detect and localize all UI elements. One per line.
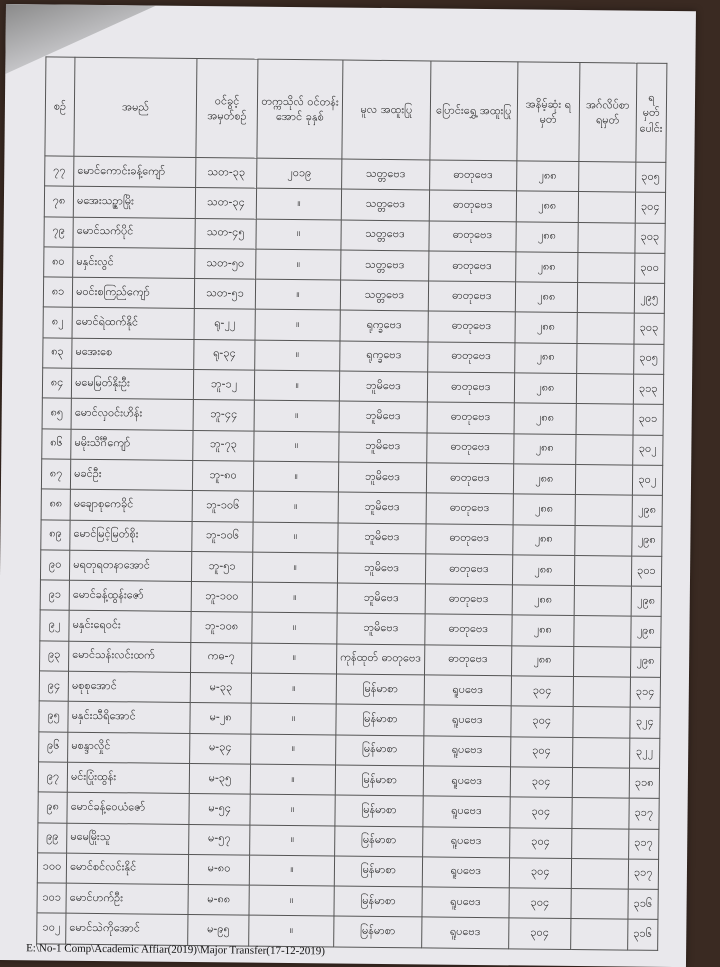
cell-no: ၉၂ bbox=[40, 610, 69, 641]
cell-no: ၁၀၁ bbox=[37, 883, 66, 914]
cell-mark: ။ bbox=[256, 219, 341, 250]
cell-mark: ။ bbox=[252, 613, 337, 644]
cell-to: ဓာတုဗေဒ bbox=[428, 311, 515, 342]
cell-yr: ၂၈၈ bbox=[513, 494, 575, 525]
cell-ser: ၃၁၄ bbox=[630, 677, 660, 708]
cell-name: မင်းပြုံးထွန်း bbox=[67, 762, 189, 794]
cell-from: မြန်မာစာ bbox=[336, 704, 424, 735]
cell-yr: ၂၈၈ bbox=[512, 615, 574, 646]
cell-yr: ၂၈၈ bbox=[511, 646, 573, 677]
cell-roll: မ-၉၅ bbox=[188, 915, 249, 946]
cell-ser: ၃၁၃ bbox=[633, 374, 663, 405]
cell-no: ၈၆ bbox=[42, 429, 71, 460]
cell-to: ရူပဗေဒ bbox=[421, 917, 508, 948]
cell-roll: မ-၃၄ bbox=[190, 733, 251, 764]
cell-ser: ၃၁၆ bbox=[628, 889, 658, 920]
cell-mark: ။ bbox=[254, 370, 339, 401]
cell-no: ၁၀၀ bbox=[37, 853, 66, 884]
cell-yr: ၂၈၈ bbox=[513, 434, 575, 465]
cell-name: မောင်ခန့်ဝေယံဇော် bbox=[67, 792, 189, 824]
cell-roll: သတ-၅၀ bbox=[195, 248, 256, 279]
header-mark: တက္ကသိုလ် ဝင်တန်းအောင် ခုနှစ် bbox=[257, 59, 343, 159]
cell-ser: ၃၀၂ bbox=[632, 435, 662, 466]
cell-from: မြန်မာစာ bbox=[335, 826, 423, 857]
cell-mark: ။ bbox=[251, 673, 336, 704]
cell-ser: ၂၉၈ bbox=[630, 647, 660, 678]
cell-yr: ၂၈၈ bbox=[514, 373, 576, 404]
cell-no: ၁၀၂ bbox=[37, 913, 66, 944]
cell-yr: ၂၈၈ bbox=[513, 464, 575, 495]
cell-roll: မ-၃၅ bbox=[189, 763, 250, 794]
cell-ex bbox=[577, 283, 634, 314]
cell-to: ဓာတုဗေဒ bbox=[426, 463, 513, 494]
cell-yr: ၂၈၈ bbox=[515, 252, 577, 283]
cell-ser: ၂၉၅ bbox=[634, 283, 664, 314]
cell-roll: မ-၈၀ bbox=[188, 854, 249, 885]
cell-yr: ၃၀၄ bbox=[509, 858, 571, 889]
cell-name: မစုစုအောင် bbox=[68, 671, 190, 703]
cell-roll: ရု-၂၂ bbox=[194, 309, 255, 340]
cell-name: မမေမြိုးသူ bbox=[67, 823, 189, 855]
cell-ser: ၃၀၂ bbox=[632, 465, 662, 496]
cell-ex bbox=[572, 737, 629, 768]
cell-ex bbox=[571, 828, 628, 859]
cell-roll: ဘူ-၁၀၈ bbox=[191, 612, 252, 643]
cell-yr: ၂၈၈ bbox=[516, 191, 578, 222]
cell-from: ရုက္ခဗေဒ bbox=[340, 311, 428, 342]
cell-mark: ။ bbox=[251, 734, 336, 765]
cell-ex bbox=[575, 495, 632, 526]
cell-yr: ၂၈၈ bbox=[516, 221, 578, 252]
cell-ex bbox=[577, 252, 634, 283]
cell-ser: ၃၁၈ bbox=[629, 768, 659, 799]
cell-roll: မ-၂၈ bbox=[190, 703, 251, 734]
cell-ser: ၃၀၁ bbox=[631, 556, 661, 587]
cell-ser: ၃၂၂ bbox=[629, 738, 659, 769]
cell-ex bbox=[572, 767, 629, 798]
cell-to: ဓာတုဗေဒ bbox=[425, 523, 512, 554]
cell-mark: ။ bbox=[252, 582, 337, 613]
cell-ex bbox=[576, 343, 633, 374]
cell-name: မချောစုကေခိုင် bbox=[70, 489, 192, 521]
cell-ex bbox=[575, 464, 632, 495]
cell-ser: ၃၀၁ bbox=[633, 404, 663, 435]
cell-name: မောင်ဟက်ဦး bbox=[66, 883, 188, 915]
cell-to: ဓာတုဗေဒ bbox=[428, 251, 515, 282]
cell-roll: ရု-၃၄ bbox=[194, 339, 255, 370]
cell-mark: ။ bbox=[255, 310, 340, 341]
cell-ser: ၃၀၃ bbox=[634, 314, 664, 345]
cell-ex bbox=[574, 525, 631, 556]
cell-yr: ၃၀၄ bbox=[509, 827, 571, 858]
cell-ser: ၂၉၈ bbox=[631, 526, 661, 557]
cell-mark: ။ bbox=[252, 552, 337, 583]
cell-roll: ဘူ-၁၀၀ bbox=[191, 582, 252, 613]
header-row bbox=[45, 57, 667, 162]
cell-yr: ၃၀၄ bbox=[510, 767, 572, 798]
cell-name: မအေးသဉ္ဇာမြိုး bbox=[73, 187, 195, 219]
cell-mark: ။ bbox=[253, 461, 338, 492]
cell-roll: ကဓ-၇ bbox=[191, 642, 252, 673]
cell-name: မောင်သက်ပိုင် bbox=[73, 217, 195, 249]
cell-name: မမေမြတ်နိုးဦး bbox=[71, 368, 193, 400]
header-no: စဉ် bbox=[45, 57, 75, 156]
cell-from: သတ္တဗေဒ bbox=[342, 159, 430, 190]
cell-mark: ။ bbox=[251, 703, 336, 734]
cell-ex bbox=[578, 162, 635, 193]
cell-ex bbox=[577, 313, 634, 344]
cell-yr: ၂၈၈ bbox=[512, 524, 574, 555]
cell-ex bbox=[573, 707, 630, 738]
cell-no: ၉၅ bbox=[39, 701, 68, 732]
cell-mark: ။ bbox=[250, 764, 335, 795]
cell-ex bbox=[576, 404, 633, 435]
cell-no: ၇၇ bbox=[45, 156, 74, 187]
cell-ex bbox=[576, 374, 633, 405]
cell-name: မောင်သဲကိုအောင် bbox=[66, 914, 188, 946]
cell-no: ၈၅ bbox=[42, 398, 71, 429]
cell-ser: ၂၉၈ bbox=[631, 617, 661, 648]
cell-name: မနှင်းရေဝင်း bbox=[69, 611, 191, 643]
header-from: မူလ အထူးပြု bbox=[342, 60, 431, 160]
cell-to: ဓာတုဗေဒ bbox=[426, 493, 513, 524]
cell-ex bbox=[573, 677, 630, 708]
cell-to: ဓာတုဗေဒ bbox=[425, 614, 512, 645]
cell-roll: သတ-၅၁ bbox=[194, 279, 255, 310]
cell-ser: ၃၁၇ bbox=[628, 859, 658, 890]
cell-name: မဝင်းစကြည်ကျော် bbox=[72, 277, 194, 309]
cell-ex bbox=[573, 646, 630, 677]
cell-yr: ၃၀၄ bbox=[511, 676, 573, 707]
cell-yr: ၂၈၈ bbox=[512, 555, 574, 586]
cell-name: မနှင်းလွင် bbox=[73, 247, 195, 279]
transfer-table bbox=[36, 56, 667, 950]
cell-to: ဓာတုဗေဒ bbox=[427, 372, 514, 403]
cell-to: ဓာတုဗေဒ bbox=[426, 433, 513, 464]
cell-ser: ၃၀၄ bbox=[635, 192, 665, 223]
cell-roll: ဘူ-၈၀ bbox=[192, 460, 253, 491]
cell-from: မြန်မာစာ bbox=[335, 765, 423, 796]
header-to: ပြောင်းရွှေ့ အထူးပြု bbox=[430, 61, 518, 161]
cell-ex bbox=[571, 858, 628, 889]
cell-no: ၈၈ bbox=[41, 489, 70, 520]
cell-from: သတ္တဗေဒ bbox=[340, 280, 428, 311]
cell-no: ၈၇ bbox=[41, 459, 70, 490]
cell-no: ၉၆ bbox=[39, 732, 68, 763]
cell-ex bbox=[578, 192, 635, 223]
cell-mark: ။ bbox=[253, 491, 338, 522]
cell-mark: ။ bbox=[255, 279, 340, 310]
cell-from: ကုန်ထုတ် ဓာတုဗေဒ bbox=[337, 644, 425, 675]
cell-no: ၇၉ bbox=[44, 217, 73, 248]
cell-from: သတ္တဗေဒ bbox=[341, 250, 429, 281]
cell-no: ၉၄ bbox=[39, 671, 68, 702]
cell-name: မမိုးသိင်္ဂီကျော် bbox=[71, 429, 193, 461]
cell-ser: ၃၀၃ bbox=[635, 223, 665, 254]
cell-from: မြန်မာစာ bbox=[334, 916, 422, 947]
cell-name: မခင်ဦး bbox=[70, 459, 192, 491]
cell-from: ဘူမိဗေဒ bbox=[338, 523, 426, 554]
cell-ex bbox=[572, 798, 629, 829]
cell-from: ဘူမိဗေဒ bbox=[339, 371, 427, 402]
header-roll: ဝင်ခွင့် အမှတ်စဉ် bbox=[196, 59, 258, 159]
cell-no: ၉၉ bbox=[38, 822, 67, 853]
cell-roll: မ-၅၇ bbox=[189, 824, 250, 855]
header-exam: အဂ်လိပ်စာ ရမှတ် bbox=[579, 63, 637, 163]
cell-roll: သတ-၃၄ bbox=[195, 188, 256, 219]
cell-from: ဘူမိဗေဒ bbox=[337, 613, 425, 644]
cell-to: ဓာတုဗေဒ bbox=[429, 190, 516, 221]
cell-from: မြန်မာစာ bbox=[336, 674, 424, 705]
cell-mark: ။ bbox=[249, 916, 334, 947]
cell-from: မြန်မာစာ bbox=[335, 795, 423, 826]
cell-name: မစန္ဒာလှိုင် bbox=[68, 732, 190, 764]
cell-from: ဘူမိဗေဒ bbox=[337, 553, 425, 584]
cell-to: ရူပဗေဒ bbox=[422, 887, 509, 918]
cell-roll: ဘူ-၄၄ bbox=[193, 400, 254, 431]
cell-from: မြန်မာစာ bbox=[336, 735, 424, 766]
cell-name: မောင်ရဲထက်နိုင် bbox=[72, 308, 194, 340]
cell-name: မနှင်းသီရိအောင် bbox=[68, 702, 190, 734]
cell-no: ၈၀ bbox=[44, 247, 73, 278]
cell-yr: ၂၈၈ bbox=[515, 282, 577, 313]
cell-ser: ၃၁၇ bbox=[629, 798, 659, 829]
cell-mark: ။ bbox=[253, 522, 338, 553]
cell-roll: သတ-၃၃ bbox=[196, 157, 257, 188]
cell-from: မြန်မာစာ bbox=[334, 856, 422, 887]
cell-to: ရူပဗေဒ bbox=[423, 766, 510, 797]
header-year: အနိမ့်ဆုံး ရမှတ် bbox=[517, 62, 580, 162]
cell-ex bbox=[574, 586, 631, 617]
file-path-footer: E:\No-1 Comp\Academic Affiar(2019)\Major Transfer(17-12-2019) bbox=[26, 942, 326, 958]
cell-mark: ။ bbox=[256, 249, 341, 280]
cell-yr: ၃၀၄ bbox=[508, 918, 570, 949]
cell-name: မောင်လှဝင်းဟိန်း bbox=[71, 399, 193, 431]
cell-to: ဓာတုဗေဒ bbox=[427, 342, 514, 373]
document-page bbox=[0, 4, 696, 967]
cell-name: မရတုရတနာအောင် bbox=[69, 550, 191, 582]
cell-roll: ဘူ-၁၀၆ bbox=[192, 521, 253, 552]
cell-to: ရူပဗေဒ bbox=[422, 826, 509, 857]
cell-mark: ။ bbox=[252, 643, 337, 674]
cell-no: ၈၂ bbox=[43, 307, 72, 338]
cell-roll: ဘူ-၁၀၆ bbox=[192, 491, 253, 522]
cell-ex bbox=[575, 434, 632, 465]
cell-to: ဓာတုဗေဒ bbox=[424, 645, 511, 676]
cell-to: ရူပဗေဒ bbox=[424, 705, 511, 736]
cell-roll: မ-၅၄ bbox=[189, 794, 250, 825]
cell-yr: ၂၈၈ bbox=[512, 585, 574, 616]
cell-ser: ၂၉၈ bbox=[631, 586, 661, 617]
cell-from: ရုက္ခဗေဒ bbox=[340, 341, 428, 372]
cell-roll: ဘူ-၁၂ bbox=[193, 370, 254, 401]
cell-ex bbox=[571, 889, 628, 920]
cell-to: ရူပဗေဒ bbox=[423, 796, 510, 827]
cell-name: မောင်ခန့်ထွန်းဇော် bbox=[69, 580, 191, 612]
cell-ser: ၃၀၀ bbox=[634, 253, 664, 284]
cell-from: ဘူမိဗေဒ bbox=[337, 583, 425, 614]
cell-ser: ၃၂၄ bbox=[630, 707, 660, 738]
cell-roll: ဘူ-၇၃ bbox=[193, 430, 254, 461]
cell-mark: ။ bbox=[249, 885, 334, 916]
cell-mark: ။ bbox=[256, 188, 341, 219]
cell-no: ၈၃ bbox=[43, 338, 72, 369]
header-name: အမည် bbox=[74, 57, 197, 157]
cell-to: ဓာတုဗေဒ bbox=[425, 554, 512, 585]
cell-mark: ၂၀၁၉ bbox=[257, 158, 342, 189]
cell-name: မောင်မြင့်မြတ်စိုး bbox=[70, 520, 192, 552]
cell-to: ရူပဗေဒ bbox=[424, 675, 511, 706]
cell-no: ၉၁ bbox=[40, 580, 69, 611]
cell-no: ၉၀ bbox=[40, 550, 69, 581]
cell-from: မြန်မာစာ bbox=[334, 886, 422, 917]
cell-ser: ၂၉၈ bbox=[632, 495, 662, 526]
cell-to: ဓာတုဗေဒ bbox=[427, 402, 514, 433]
cell-ser: ၃၁၆ bbox=[627, 919, 657, 950]
cell-yr: ၂၈၈ bbox=[515, 312, 577, 343]
cell-roll: ဘူ-၅၁ bbox=[191, 551, 252, 582]
header-serial: ရမှတ် ပေါင်း bbox=[636, 63, 667, 162]
cell-mark: ။ bbox=[254, 431, 339, 462]
cell-yr: ၂၈၈ bbox=[516, 161, 578, 192]
cell-no: ၈၉ bbox=[41, 519, 70, 550]
cell-to: ဓာတုဗေဒ bbox=[428, 281, 515, 312]
cell-to: ရူပဗေဒ bbox=[422, 857, 509, 888]
cell-no: ၈၄ bbox=[42, 368, 71, 399]
cell-name: မောင်သန်းလင်းထက် bbox=[69, 641, 191, 673]
cell-roll: မ-၃၃ bbox=[190, 673, 251, 704]
cell-mark: ။ bbox=[249, 855, 334, 886]
cell-no: ၉၇ bbox=[38, 762, 67, 793]
cell-name: မောင်ကောင်းခန့်ကျော် bbox=[74, 156, 196, 188]
cell-to: ဓာတုဗေဒ bbox=[429, 221, 516, 252]
cell-yr: ၃၀၄ bbox=[511, 706, 573, 737]
cell-ser: ၃၁၇ bbox=[628, 829, 658, 860]
cell-yr: ၂၈၈ bbox=[514, 343, 576, 374]
cell-yr: ၂၈၈ bbox=[514, 403, 576, 434]
cell-no: ၈၁ bbox=[43, 277, 72, 308]
cell-mark: ။ bbox=[250, 794, 335, 825]
cell-ex bbox=[574, 616, 631, 647]
cell-name: မောင်စင်လင်းနိုင် bbox=[66, 853, 188, 885]
cell-ser: ၃၀၅ bbox=[633, 344, 663, 375]
cell-to: ဓာတုဗေဒ bbox=[429, 160, 516, 191]
cell-no: ၉၃ bbox=[40, 641, 69, 672]
cell-no: ၉၈ bbox=[38, 792, 67, 823]
cell-from: ဘူမိဗေဒ bbox=[339, 401, 427, 432]
cell-ser: ၃၀၅ bbox=[635, 162, 665, 193]
cell-mark: ။ bbox=[254, 400, 339, 431]
cell-from: ဘူမိဗေဒ bbox=[338, 462, 426, 493]
cell-roll: မ-၈၈ bbox=[188, 885, 249, 916]
cell-to: ရူပဗေဒ bbox=[423, 736, 510, 767]
cell-ex bbox=[574, 555, 631, 586]
cell-ex bbox=[570, 919, 627, 950]
cell-name: မအေးစေ bbox=[72, 338, 194, 370]
cell-from: သတ္တဗေဒ bbox=[341, 189, 429, 220]
cell-roll: သတ-၄၅ bbox=[195, 218, 256, 249]
cell-mark: ။ bbox=[250, 825, 335, 856]
cell-from: ဘူမိဗေဒ bbox=[338, 492, 426, 523]
cell-yr: ၃၀၄ bbox=[509, 888, 571, 919]
cell-mark: ။ bbox=[255, 340, 340, 371]
cell-from: ဘူမိဗေဒ bbox=[339, 432, 427, 463]
cell-from: သတ္တဗေဒ bbox=[341, 220, 429, 251]
cell-to: ဓာတုဗေဒ bbox=[425, 584, 512, 615]
cell-yr: ၃၀၄ bbox=[510, 736, 572, 767]
cell-yr: ၃၀၄ bbox=[510, 797, 572, 828]
cell-no: ၇၈ bbox=[44, 186, 73, 217]
cell-ex bbox=[578, 222, 635, 253]
